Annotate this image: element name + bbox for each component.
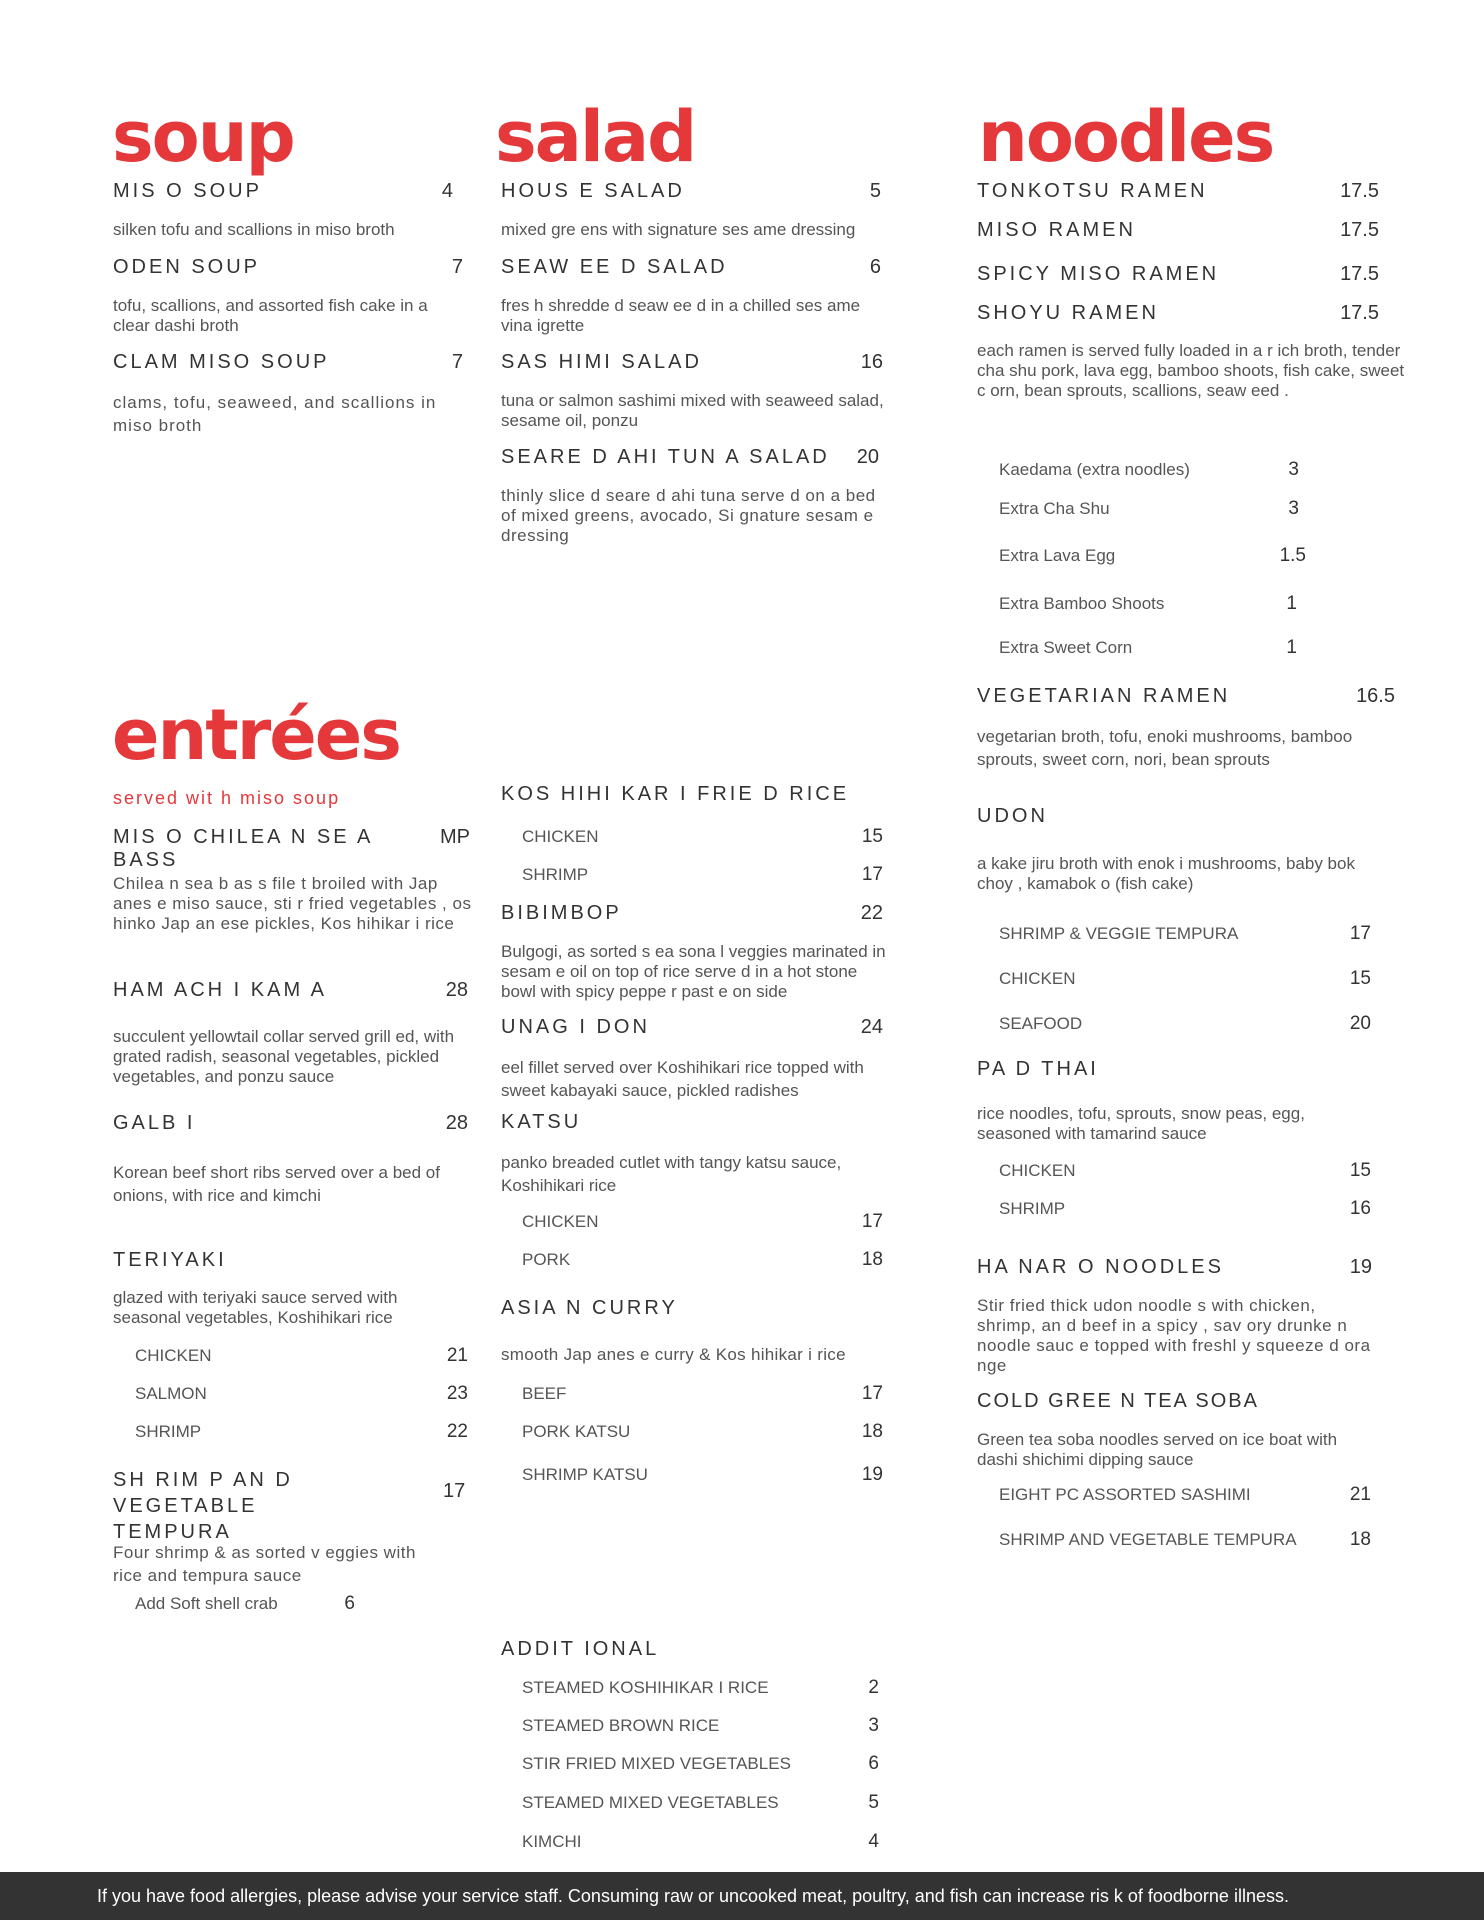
- option-price: 17: [1349, 923, 1371, 944]
- extra-item: [999, 637, 1297, 659]
- option-price: 17: [861, 864, 883, 885]
- option-name: SHRIMP & VEGGIE TEMPURA: [999, 924, 1239, 943]
- item-description: panko breaded cutlet with tangy katsu sauce, Koshihikari rice: [501, 1153, 842, 1195]
- addon-price: 6: [344, 1593, 355, 1614]
- item-price: 19: [1349, 1256, 1372, 1278]
- item-price: 17.5: [1340, 219, 1379, 241]
- item-price: 16.5: [1356, 685, 1395, 707]
- option-price: 15: [1349, 1160, 1371, 1181]
- option-name: KIMCHI: [522, 1832, 582, 1851]
- option-item: [999, 968, 1371, 990]
- item-description: fres h shredde d seaw ee d in a chilled ses ame vina igrette: [501, 296, 861, 335]
- item-description: smooth Jap anes e curry & Kos hihikar i rice: [501, 1345, 846, 1364]
- item-name: GALB I: [113, 1112, 196, 1134]
- item-price: 7: [451, 351, 463, 373]
- option-name: BEEF: [522, 1384, 567, 1403]
- option-price: 21: [1349, 1484, 1371, 1505]
- item-price: 28: [445, 1112, 468, 1134]
- extra-name: Extra Sweet Corn: [999, 638, 1133, 657]
- item-name: KATSU: [501, 1111, 582, 1133]
- option-item: [999, 1160, 1371, 1182]
- extra-name: Extra Cha Shu: [999, 499, 1110, 518]
- item-price: 17.5: [1340, 180, 1379, 202]
- ramen-description: each ramen is served fully loaded in a r ich broth, tender cha shu pork, lava egg, bamboo shoots, fish cake, sweet c orn, bean sprouts, scallions, seaw eed .: [977, 341, 1405, 400]
- option-name: SALMON: [135, 1384, 207, 1403]
- extra-item: [999, 459, 1299, 481]
- option-item: [522, 864, 883, 886]
- option-name: SHRIMP: [999, 1199, 1066, 1218]
- option-name: SEAFOOD: [999, 1014, 1083, 1033]
- option-item: [522, 1211, 883, 1233]
- option-item: [999, 1013, 1371, 1035]
- menu-item-udon: [977, 805, 1397, 828]
- menu-item-clam-miso-soup: [113, 351, 463, 374]
- item-description: Four shrimp & as sorted v eggies with rice and tempura sauce: [113, 1543, 416, 1585]
- menu-item-shrimp-vegetable-tempura: [113, 1467, 413, 1545]
- option-price: 17: [861, 1211, 883, 1232]
- addon-name: Add Soft shell crab: [135, 1594, 278, 1613]
- option-item: [522, 1753, 879, 1775]
- item-name: TONKOTSU RAMEN: [977, 180, 1208, 202]
- extra-name: Kaedama (extra noodles): [999, 460, 1190, 479]
- option-price: 16: [1349, 1198, 1371, 1219]
- menu-item-miso-soup: [113, 180, 453, 203]
- soup-heading: soup: [112, 96, 294, 178]
- menu-item-hanaro-noodles: [977, 1256, 1372, 1279]
- extra-item: [999, 593, 1297, 615]
- option-price: 4: [868, 1831, 879, 1852]
- extra-item: [999, 545, 1306, 567]
- item-price: 6: [869, 256, 881, 278]
- item-name: BIBIMBOP: [501, 902, 622, 924]
- item-name: UDON: [977, 805, 1048, 827]
- extra-name: Extra Bamboo Shoots: [999, 594, 1165, 613]
- menu-item-house-salad: [501, 180, 881, 203]
- option-item: [522, 1677, 879, 1699]
- item-price: 28: [445, 979, 468, 1001]
- item-price: 5: [869, 180, 881, 202]
- item-name: KOS HIHI KAR I FRIE D RICE: [501, 783, 850, 805]
- menu-item-katsu: [501, 1111, 883, 1134]
- item-description: vegetarian broth, tofu, enoki mushrooms, bamboo sprouts, sweet corn, nori, bean sprouts: [977, 727, 1353, 769]
- section-additional: [501, 1638, 883, 1661]
- option-name: PORK KATSU: [522, 1422, 631, 1441]
- entrees-subtitle: served wit h miso soup: [113, 788, 341, 808]
- item-name: HAM ACH I KAM A: [113, 979, 327, 1001]
- item-name: MIS O SOUP: [113, 180, 262, 202]
- option-name: CHICKEN: [999, 1161, 1076, 1180]
- option-item: [522, 1464, 883, 1486]
- item-name: UNAG I DON: [501, 1016, 650, 1038]
- option-name: CHICKEN: [999, 969, 1076, 988]
- extra-item: [999, 498, 1299, 520]
- item-description: thinly slice d seare d ahi tuna serve d on a bed of mixed greens, avocado, Si gnature sesam e dressing: [501, 486, 876, 545]
- option-name: SHRIMP: [522, 865, 589, 884]
- menu-item-asian-curry: [501, 1297, 883, 1320]
- item-price: 16: [860, 351, 883, 373]
- item-description: Korean beef short ribs served over a bed of onions, with rice and kimchi: [113, 1163, 440, 1205]
- item-price: 17: [443, 1480, 466, 1502]
- option-price: 15: [1349, 968, 1371, 989]
- option-name: SHRIMP KATSU: [522, 1465, 648, 1484]
- item-price: 20: [856, 446, 879, 468]
- item-name: ADDIT IONAL: [501, 1638, 660, 1660]
- item-description: silken tofu and scallions in miso broth: [113, 220, 395, 239]
- item-price: 22: [860, 902, 883, 924]
- option-price: 3: [868, 1715, 879, 1736]
- option-name: STEAMED BROWN RICE: [522, 1716, 720, 1735]
- item-name: PA D THAI: [977, 1058, 1099, 1080]
- menu-item-sashimi-salad: [501, 351, 883, 374]
- option-item: [999, 1484, 1371, 1506]
- salad-heading: salad: [495, 96, 696, 178]
- extra-price: 1: [1286, 593, 1297, 614]
- entrees-heading: entrées: [112, 694, 400, 776]
- allergy-disclaimer-footer: [0, 1872, 1484, 1920]
- menu-item-teriyaki: [113, 1249, 468, 1272]
- option-price: 15: [861, 826, 883, 847]
- menu-item-pad-thai: [977, 1058, 1397, 1081]
- item-name: SEAW EE D SALAD: [501, 256, 728, 278]
- addon-item: [135, 1593, 355, 1615]
- extra-name: Extra Lava Egg: [999, 546, 1116, 565]
- item-name: CLAM MISO SOUP: [113, 351, 330, 373]
- option-price: 6: [868, 1753, 879, 1774]
- option-item: [135, 1345, 468, 1367]
- option-item: [522, 1421, 883, 1443]
- item-name-line-1: SH RIM P AN D VEGETABLE: [113, 1469, 293, 1517]
- menu-item-unagi-don: [501, 1016, 883, 1039]
- option-name: STIR FRIED MIXED VEGETABLES: [522, 1754, 791, 1773]
- extra-price: 3: [1288, 459, 1299, 480]
- option-item: [135, 1383, 468, 1405]
- option-name: CHICKEN: [522, 1212, 599, 1231]
- item-description: Chilea n sea b as s file t broiled with Jap anes e miso sauce, sti r fried vegetables , os hinko Jap an ese pickles, Kos hihikar i rice: [113, 874, 472, 933]
- item-description: eel fillet served over Koshihikari rice topped with sweet kabayaki sauce, pickled radishes: [501, 1058, 864, 1100]
- menu-item-koshihikari-fried-rice: [501, 783, 881, 806]
- option-item: [999, 1198, 1371, 1220]
- item-price: 17.5: [1340, 263, 1379, 285]
- menu-item-galbi: [113, 1112, 468, 1135]
- item-description: a kake jiru broth with enok i mushrooms, baby bok choy , kamabok o (fish cake): [977, 854, 1355, 893]
- menu-item-shoyu-ramen: [977, 302, 1379, 325]
- menu-item-seared-ahi-tuna-salad: [501, 446, 879, 469]
- menu-item-bibimbop: [501, 902, 883, 925]
- item-name: SPICY MISO RAMEN: [977, 263, 1220, 285]
- item-price: 24: [860, 1016, 883, 1038]
- option-item: [522, 1383, 883, 1405]
- item-name: SEARE D AHI TUN A SALAD: [501, 446, 830, 468]
- item-description: succulent yellowtail collar served grill ed, with grated radish, seasonal vegetables, pickled vegetables, and ponzu sauce: [113, 1027, 455, 1086]
- option-name: SHRIMP: [135, 1422, 202, 1441]
- item-price: 7: [451, 256, 463, 278]
- item-description: mixed gre ens with signature ses ame dressing: [501, 220, 856, 239]
- option-name: STEAMED MIXED VEGETABLES: [522, 1793, 779, 1812]
- menu-item-vegetarian-ramen: [977, 685, 1395, 708]
- item-price: MP: [440, 826, 470, 848]
- item-description: glazed with teriyaki sauce served with seasonal vegetables, Koshihikari rice: [113, 1288, 398, 1327]
- option-item: [999, 923, 1371, 945]
- item-name-line-2: TEMPURA: [113, 1521, 232, 1543]
- menu-item-seaweed-salad: [501, 256, 881, 279]
- option-item: [522, 1792, 879, 1814]
- item-name: COLD GREE N TEA SOBA: [977, 1390, 1259, 1412]
- option-name: EIGHT PC ASSORTED SASHIMI: [999, 1485, 1251, 1504]
- menu-item-tonkotsu-ramen: [977, 180, 1379, 203]
- item-name: ODEN SOUP: [113, 256, 261, 278]
- item-name: SAS HIMI SALAD: [501, 351, 702, 373]
- item-name: MIS O CHILEA N SE A BASS: [113, 826, 373, 871]
- item-name: ASIA N CURRY: [501, 1297, 678, 1319]
- menu-item-spicy-miso-ramen: [977, 263, 1379, 286]
- option-price: 18: [1349, 1529, 1371, 1550]
- option-item: [999, 1529, 1371, 1551]
- option-name: PORK: [522, 1250, 571, 1269]
- option-price: 22: [446, 1421, 468, 1442]
- item-name: HOUS E SALAD: [501, 180, 685, 202]
- extra-price: 1.5: [1279, 545, 1306, 566]
- item-name: MISO RAMEN: [977, 219, 1136, 241]
- option-price: 17: [861, 1383, 883, 1404]
- extra-price: 1: [1286, 637, 1297, 658]
- item-name: VEGETARIAN RAMEN: [977, 685, 1231, 707]
- option-price: 18: [861, 1249, 883, 1270]
- menu-item-oden-soup: [113, 256, 463, 279]
- item-description: tuna or salmon sashimi mixed with seaweed salad, sesame oil, ponzu: [501, 391, 884, 430]
- noodles-heading: noodles: [978, 96, 1274, 178]
- option-price: 5: [868, 1792, 879, 1813]
- disclaimer-text: If you have food allergies, please advise your service staff. Consuming raw or uncooked meat, poultry, and fish can increase ris k of foodborne illness.: [97, 1885, 1289, 1906]
- item-description: clams, tofu, seaweed, and scallions in miso broth: [113, 393, 437, 435]
- option-price: 19: [861, 1464, 883, 1485]
- option-item: [522, 1715, 879, 1737]
- option-name: SHRIMP AND VEGETABLE TEMPURA: [999, 1530, 1297, 1549]
- option-price: 20: [1349, 1013, 1371, 1034]
- option-item: [522, 1249, 883, 1271]
- option-name: CHICKEN: [135, 1346, 212, 1365]
- item-description: Green tea soba noodles served on ice boat with dashi shichimi dipping sauce: [977, 1430, 1338, 1469]
- option-name: STEAMED KOSHIHIKAR I RICE: [522, 1678, 769, 1697]
- item-description: tofu, scallions, and assorted fish cake in a clear dashi broth: [113, 296, 428, 335]
- menu-item-hamachi-kama: [113, 979, 468, 1002]
- item-description: Bulgogi, as sorted s ea sona l veggies marinated in sesam e oil on top of rice serve d in a hot stone bowl with spicy peppe r past e on side: [501, 942, 886, 1001]
- item-name: TERIYAKI: [113, 1249, 227, 1271]
- option-name: CHICKEN: [522, 827, 599, 846]
- item-price: 4: [441, 180, 453, 202]
- option-price: 23: [446, 1383, 468, 1404]
- option-price: 21: [446, 1345, 468, 1366]
- menu-item-chilean-sea-bass: [113, 826, 470, 872]
- option-item: [522, 826, 883, 848]
- option-item: [522, 1831, 879, 1853]
- item-name: HA NAR O NOODLES: [977, 1256, 1224, 1278]
- extra-price: 3: [1288, 498, 1299, 519]
- item-price: 17.5: [1340, 302, 1379, 324]
- item-description: Stir fried thick udon noodle s with chicken, shrimp, an d beef in a spicy , sav ory drunke n noodle sauc e topped with freshl y squeeze d ora nge: [977, 1296, 1371, 1375]
- menu-item-miso-ramen: [977, 219, 1379, 242]
- option-price: 18: [861, 1421, 883, 1442]
- option-item: [135, 1421, 468, 1443]
- item-name: SHOYU RAMEN: [977, 302, 1159, 324]
- menu-item-cold-green-tea-soba: [977, 1390, 1397, 1413]
- option-price: 2: [868, 1677, 879, 1698]
- item-description: rice noodles, tofu, sprouts, snow peas, egg, seasoned with tamarind sauce: [977, 1104, 1305, 1143]
